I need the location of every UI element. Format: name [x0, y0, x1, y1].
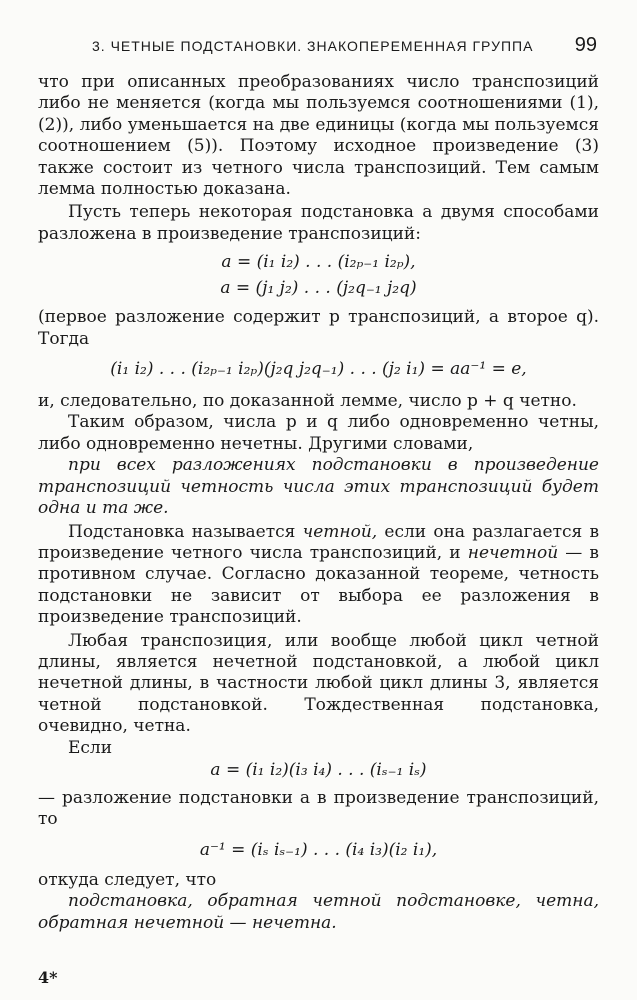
page-number: 99 — [574, 34, 597, 56]
formula-2: (i₁ i₂) . . . (i₂ₚ₋₁ i₂ₚ)(j₂q j₂q₋₁) . . . (j₂ i₁) = aa⁻¹ = e, — [110, 359, 527, 380]
paragraph-2: Пусть теперь некоторая подстановка a двумя способами разложена в произведение транспозиций: — [38, 202, 599, 244]
paragraph-7 — [38, 522, 599, 629]
formula-3: a = (i₁ i₂)(i₃ i₄) . . . (iₛ₋₁ iₛ) — [210, 759, 427, 780]
formula-1b: a = (j₁ j₂) . . . (j₂q₋₁ j₂q) — [220, 278, 417, 299]
paragraph-3: (первое разложение содержит p транспозиций, а второе q). Тогда — [38, 307, 599, 349]
page-body — [38, 72, 599, 934]
paragraph-9: Если — [68, 737, 113, 758]
term-even: четной, — [302, 521, 378, 542]
term-odd: нечетной — [467, 542, 559, 563]
paragraph-11: откуда следует, что — [38, 869, 217, 890]
paragraph-10: — разложение подстановки a в произведение транспозиций, то — [38, 787, 599, 830]
formula-1a: a = (i₁ i₂) . . . (i₂ₚ₋₁ i₂ₚ), — [221, 252, 416, 273]
p7-c: если она разлагается в произведение четного числа транспозиций, и — [38, 521, 600, 563]
p7-e: — в противном случае. Согласно доказанной теореме, четность подстановки не зависит от выбора ее разложения в произведение транспозиций. — [38, 542, 599, 628]
paragraph-4: и, следовательно, по доказанной лемме, число p + q четно. — [38, 391, 577, 412]
corollary-statement: подстановка, обратная четной подстановке, четна, обратная нечетной — нечетна. — [38, 891, 599, 933]
signature-mark: 4* — [38, 968, 58, 987]
paragraph-5: Таким образом, числа p и q либо одновременно четны, либо одновременно нечетны. Другими словами, — [38, 412, 599, 454]
paragraph-1: что при описанных преобразованиях число транспозиций либо не меняется (когда мы пользуемся соотношениями (1), (2)), либо уменьшается на две единицы (когда мы пользуемся соотношением (5)). Поэтому исходное произведение (3) также состоит из четного числа транспозиций. Тем самым лемма полностью доказана. — [38, 72, 599, 200]
theorem-statement: при всех разложениях подстановки в произведение транспозиций четность числа этих транспозиций будет одна и та же. — [38, 455, 599, 519]
running-title: 3. ЧЕТНЫЕ ПОДСТАНОВКИ. ЗНАКОПЕРЕМЕННАЯ ГРУППА — [92, 38, 534, 54]
page-header — [40, 34, 597, 60]
formula-4: a⁻¹ = (iₛ iₛ₋₁) . . . (i₄ i₃)(i₂ i₁), — [199, 839, 438, 860]
paragraph-8: Любая транспозиция, или вообще любой цикл четной длины, является нечетной подстановкой, а любой цикл нечетной длины, в частности любой цикл длины 3, является четной подстановкой. Тождественная подстановка, очевидно, четна. — [38, 630, 599, 737]
p7-a: Подстановка называется — [68, 521, 296, 542]
